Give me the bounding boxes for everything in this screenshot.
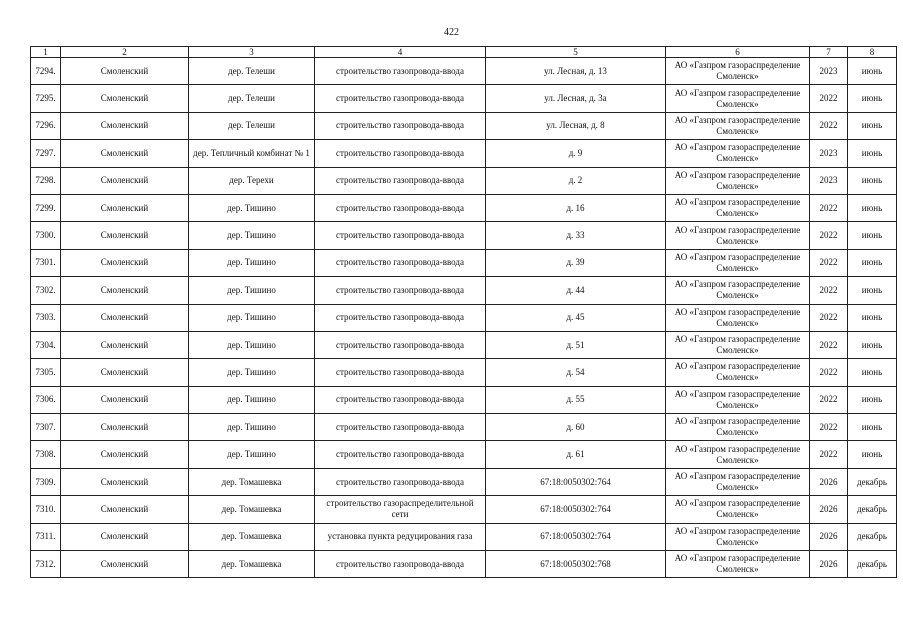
year-cell: 2022	[810, 331, 848, 358]
address-cell: д. 39	[486, 249, 666, 276]
address-cell: д. 9	[486, 140, 666, 167]
column-header: 7	[810, 47, 848, 58]
month-cell: декабрь	[848, 551, 897, 578]
row-number-cell: 7304.	[31, 331, 61, 358]
table-row	[31, 58, 897, 85]
address-cell: ул. Лесная, д. 8	[486, 112, 666, 139]
settlement-cell: дер. Тишино	[189, 277, 315, 304]
work-type-cell: строительство газопровода-ввода	[315, 85, 486, 112]
year-cell: 2026	[810, 468, 848, 495]
district-cell: Смоленский	[61, 277, 189, 304]
year-cell: 2022	[810, 85, 848, 112]
organization-cell: АО «Газпром газораспределение Смоленск»	[666, 58, 810, 85]
settlement-cell: дер. Тишино	[189, 441, 315, 468]
address-cell: 67:18:0050302:764	[486, 523, 666, 550]
district-cell: Смоленский	[61, 523, 189, 550]
column-header: 3	[189, 47, 315, 58]
organization-cell: АО «Газпром газораспределение Смоленск»	[666, 112, 810, 139]
organization-cell: АО «Газпром газораспределение Смоленск»	[666, 523, 810, 550]
district-cell: Смоленский	[61, 441, 189, 468]
settlement-cell: дер. Тишино	[189, 414, 315, 441]
month-cell: июнь	[848, 167, 897, 194]
district-cell: Смоленский	[61, 194, 189, 221]
address-cell: д. 61	[486, 441, 666, 468]
district-cell: Смоленский	[61, 359, 189, 386]
year-cell: 2022	[810, 249, 848, 276]
registry-table	[30, 46, 897, 578]
address-cell: д. 33	[486, 222, 666, 249]
month-cell: июнь	[848, 359, 897, 386]
address-cell: д. 60	[486, 414, 666, 441]
work-type-cell: строительство газопровода-ввода	[315, 277, 486, 304]
row-number-cell: 7297.	[31, 140, 61, 167]
month-cell: июнь	[848, 386, 897, 413]
year-cell: 2022	[810, 222, 848, 249]
year-cell: 2022	[810, 414, 848, 441]
settlement-cell: дер. Томашевка	[189, 496, 315, 523]
address-cell: д. 55	[486, 386, 666, 413]
table-row	[31, 112, 897, 139]
row-number-cell: 7303.	[31, 304, 61, 331]
address-cell: д. 45	[486, 304, 666, 331]
month-cell: июнь	[848, 58, 897, 85]
table-row	[31, 304, 897, 331]
year-cell: 2026	[810, 496, 848, 523]
settlement-cell: дер. Тишино	[189, 222, 315, 249]
settlement-cell: дер. Тишино	[189, 359, 315, 386]
table-row	[31, 551, 897, 578]
month-cell: декабрь	[848, 468, 897, 495]
table-row	[31, 359, 897, 386]
organization-cell: АО «Газпром газораспределение Смоленск»	[666, 468, 810, 495]
month-cell: июнь	[848, 304, 897, 331]
settlement-cell: дер. Телеши	[189, 112, 315, 139]
year-cell: 2022	[810, 386, 848, 413]
settlement-cell: дер. Телеши	[189, 58, 315, 85]
district-cell: Смоленский	[61, 167, 189, 194]
district-cell: Смоленский	[61, 222, 189, 249]
settlement-cell: дер. Томашевка	[189, 523, 315, 550]
table-row	[31, 167, 897, 194]
month-cell: июнь	[848, 112, 897, 139]
work-type-cell: строительство газопровода-ввода	[315, 140, 486, 167]
settlement-cell: дер. Терехи	[189, 167, 315, 194]
district-cell: Смоленский	[61, 331, 189, 358]
table-row	[31, 386, 897, 413]
district-cell: Смоленский	[61, 249, 189, 276]
table-row	[31, 140, 897, 167]
table-row	[31, 468, 897, 495]
table-row	[31, 496, 897, 523]
row-number-cell: 7312.	[31, 551, 61, 578]
table-row	[31, 85, 897, 112]
work-type-cell: установка пункта редуцирования газа	[315, 523, 486, 550]
month-cell: декабрь	[848, 496, 897, 523]
table-row	[31, 414, 897, 441]
month-cell: июнь	[848, 140, 897, 167]
year-cell: 2022	[810, 304, 848, 331]
table-row	[31, 249, 897, 276]
table-row	[31, 222, 897, 249]
settlement-cell: дер. Томашевка	[189, 468, 315, 495]
year-cell: 2022	[810, 441, 848, 468]
organization-cell: АО «Газпром газораспределение Смоленск»	[666, 441, 810, 468]
row-number-cell: 7308.	[31, 441, 61, 468]
year-cell: 2023	[810, 167, 848, 194]
organization-cell: АО «Газпром газораспределение Смоленск»	[666, 386, 810, 413]
year-cell: 2026	[810, 523, 848, 550]
column-header: 1	[31, 47, 61, 58]
row-number-cell: 7309.	[31, 468, 61, 495]
row-number-cell: 7298.	[31, 167, 61, 194]
address-cell: 67:18:0050302:764	[486, 496, 666, 523]
address-cell: ул. Лесная, д. 13	[486, 58, 666, 85]
year-cell: 2022	[810, 277, 848, 304]
month-cell: декабрь	[848, 523, 897, 550]
district-cell: Смоленский	[61, 304, 189, 331]
row-number-cell: 7296.	[31, 112, 61, 139]
address-cell: д. 54	[486, 359, 666, 386]
header-row	[31, 47, 897, 58]
address-cell: д. 51	[486, 331, 666, 358]
work-type-cell: строительство газопровода-ввода	[315, 441, 486, 468]
column-header: 4	[315, 47, 486, 58]
district-cell: Смоленский	[61, 496, 189, 523]
work-type-cell: строительство газораспределительной сети	[315, 496, 486, 523]
organization-cell: АО «Газпром газораспределение Смоленск»	[666, 496, 810, 523]
organization-cell: АО «Газпром газораспределение Смоленск»	[666, 167, 810, 194]
row-number-cell: 7299.	[31, 194, 61, 221]
year-cell: 2023	[810, 140, 848, 167]
month-cell: июнь	[848, 222, 897, 249]
year-cell: 2026	[810, 551, 848, 578]
district-cell: Смоленский	[61, 414, 189, 441]
row-number-cell: 7311.	[31, 523, 61, 550]
row-number-cell: 7294.	[31, 58, 61, 85]
organization-cell: АО «Газпром газораспределение Смоленск»	[666, 140, 810, 167]
table-row	[31, 331, 897, 358]
work-type-cell: строительство газопровода-ввода	[315, 414, 486, 441]
table-row	[31, 277, 897, 304]
year-cell: 2022	[810, 194, 848, 221]
settlement-cell: дер. Тишино	[189, 194, 315, 221]
organization-cell: АО «Газпром газораспределение Смоленск»	[666, 551, 810, 578]
row-number-cell: 7307.	[31, 414, 61, 441]
district-cell: Смоленский	[61, 140, 189, 167]
row-number-cell: 7310.	[31, 496, 61, 523]
work-type-cell: строительство газопровода-ввода	[315, 194, 486, 221]
settlement-cell: дер. Томашевка	[189, 551, 315, 578]
month-cell: июнь	[848, 441, 897, 468]
district-cell: Смоленский	[61, 112, 189, 139]
work-type-cell: строительство газопровода-ввода	[315, 386, 486, 413]
organization-cell: АО «Газпром газораспределение Смоленск»	[666, 222, 810, 249]
table-row	[31, 441, 897, 468]
settlement-cell: дер. Телеши	[189, 85, 315, 112]
row-number-cell: 7302.	[31, 277, 61, 304]
address-cell: д. 16	[486, 194, 666, 221]
organization-cell: АО «Газпром газораспределение Смоленск»	[666, 194, 810, 221]
row-number-cell: 7300.	[31, 222, 61, 249]
organization-cell: АО «Газпром газораспределение Смоленск»	[666, 414, 810, 441]
work-type-cell: строительство газопровода-ввода	[315, 222, 486, 249]
row-number-cell: 7305.	[31, 359, 61, 386]
work-type-cell: строительство газопровода-ввода	[315, 58, 486, 85]
work-type-cell: строительство газопровода-ввода	[315, 249, 486, 276]
month-cell: июнь	[848, 194, 897, 221]
column-header: 6	[666, 47, 810, 58]
work-type-cell: строительство газопровода-ввода	[315, 359, 486, 386]
address-cell: ул. Лесная, д. 3а	[486, 85, 666, 112]
row-number-cell: 7301.	[31, 249, 61, 276]
month-cell: июнь	[848, 277, 897, 304]
month-cell: июнь	[848, 85, 897, 112]
settlement-cell: дер. Тишино	[189, 331, 315, 358]
settlement-cell: дер. Тишино	[189, 386, 315, 413]
year-cell: 2022	[810, 359, 848, 386]
year-cell: 2023	[810, 58, 848, 85]
work-type-cell: строительство газопровода-ввода	[315, 167, 486, 194]
column-header: 2	[61, 47, 189, 58]
district-cell: Смоленский	[61, 58, 189, 85]
organization-cell: АО «Газпром газораспределение Смоленск»	[666, 85, 810, 112]
work-type-cell: строительство газопровода-ввода	[315, 112, 486, 139]
row-number-cell: 7295.	[31, 85, 61, 112]
organization-cell: АО «Газпром газораспределение Смоленск»	[666, 249, 810, 276]
work-type-cell: строительство газопровода-ввода	[315, 551, 486, 578]
settlement-cell: дер. Тепличный комбинат № 1	[189, 140, 315, 167]
month-cell: июнь	[848, 249, 897, 276]
row-number-cell: 7306.	[31, 386, 61, 413]
organization-cell: АО «Газпром газораспределение Смоленск»	[666, 304, 810, 331]
organization-cell: АО «Газпром газораспределение Смоленск»	[666, 359, 810, 386]
settlement-cell: дер. Тишино	[189, 304, 315, 331]
district-cell: Смоленский	[61, 85, 189, 112]
year-cell: 2022	[810, 112, 848, 139]
district-cell: Смоленский	[61, 386, 189, 413]
address-cell: 67:18:0050302:764	[486, 468, 666, 495]
table-row	[31, 523, 897, 550]
column-header: 8	[848, 47, 897, 58]
month-cell: июнь	[848, 331, 897, 358]
organization-cell: АО «Газпром газораспределение Смоленск»	[666, 277, 810, 304]
table-row	[31, 194, 897, 221]
address-cell: 67:18:0050302:768	[486, 551, 666, 578]
month-cell: июнь	[848, 414, 897, 441]
organization-cell: АО «Газпром газораспределение Смоленск»	[666, 331, 810, 358]
work-type-cell: строительство газопровода-ввода	[315, 304, 486, 331]
district-cell: Смоленский	[61, 468, 189, 495]
column-header: 5	[486, 47, 666, 58]
settlement-cell: дер. Тишино	[189, 249, 315, 276]
address-cell: д. 44	[486, 277, 666, 304]
work-type-cell: строительство газопровода-ввода	[315, 331, 486, 358]
address-cell: д. 2	[486, 167, 666, 194]
page-number: 422	[444, 27, 459, 38]
district-cell: Смоленский	[61, 551, 189, 578]
work-type-cell: строительство газопровода-ввода	[315, 468, 486, 495]
